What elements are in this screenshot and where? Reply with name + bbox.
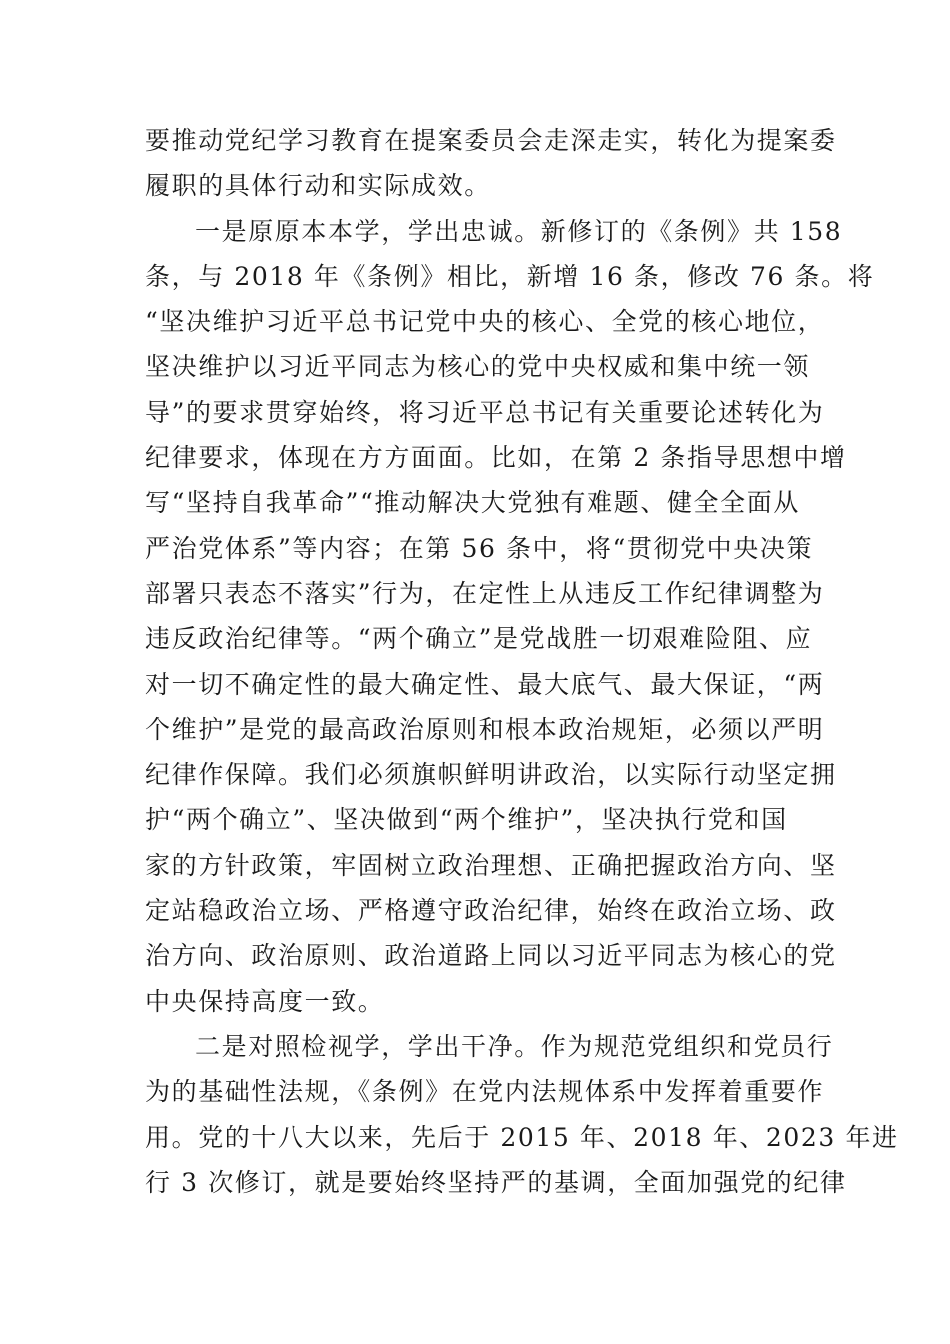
paragraph-first-line: 二是对照检视学，学出干净。作为规范党组织和党员行 xyxy=(195,1031,834,1061)
text-line: 家的方针政策，牢固树立政治理想、正确把握政治方向、坚 xyxy=(145,850,837,880)
paragraph-first-line: 一是原原本本学，学出忠诚。新修订的《条例》共 158 xyxy=(195,216,843,246)
text-line: 行 3 次修订，就是要始终坚持严的基调，全面加强党的纪律 xyxy=(145,1167,847,1197)
text-line: 纪律作保障。我们必须旗帜鲜明讲政治，以实际行动坚定拥 xyxy=(145,760,837,790)
text-line: 个维护”是党的最高政治原则和根本政治规矩，必须以严明 xyxy=(145,714,825,744)
text-line: 用。党的十八大以来，先后于 2015 年、2018 年、2023 年进 xyxy=(145,1122,899,1152)
text-line: “坚决维护习近平总书记党中央的核心、全党的核心地位， xyxy=(145,307,825,337)
text-line: 履职的具体行动和实际成效。 xyxy=(145,171,491,201)
text-line: 定站稳政治立场、严格遵守政治纪律，始终在政治立场、政 xyxy=(145,896,837,926)
text-line: 纪律要求，体现在方方面面。比如，在第 2 条指导思想中增 xyxy=(145,443,847,473)
text-line: 中央保持高度一致。 xyxy=(145,986,385,1016)
text-line: 部署只表态不落实”行为，在定性上从违反工作纪律调整为 xyxy=(145,578,825,608)
text-line: 对一切不确定性的最大确定性、最大底气、最大保证，“两 xyxy=(145,669,825,699)
text-line: 治方向、政治原则、政治道路上同以习近平同志为核心的党 xyxy=(145,941,837,971)
text-line: 严治党体系”等内容；在第 56 条中，将“贯彻党中央决策 xyxy=(145,533,814,563)
text-line: 坚决维护以习近平同志为核心的党中央权威和集中统一领 xyxy=(145,352,811,382)
text-line: 护“两个确立”、坚决做到“两个维护”，坚决执行党和国 xyxy=(145,805,788,835)
text-line: 要推动党纪学习教育在提案委员会走深走实，转化为提案委 xyxy=(145,126,837,155)
text-line: 为的基础性法规，《条例》在党内法规体系中发挥着重要作 xyxy=(145,1077,825,1107)
text-line: 条，与 2018 年《条例》相比，新增 16 条，修改 76 条。将 xyxy=(145,261,875,291)
text-line: 导”的要求贯穿始终，将习近平总书记有关重要论述转化为 xyxy=(145,397,825,427)
document-body xyxy=(145,118,899,1205)
text-line: 写“坚持自我革命”“推动解决大党独有难题、健全全面从 xyxy=(145,488,800,518)
text-line: 违反政治纪律等。“两个确立”是党战胜一切艰难险阻、应 xyxy=(145,624,813,654)
